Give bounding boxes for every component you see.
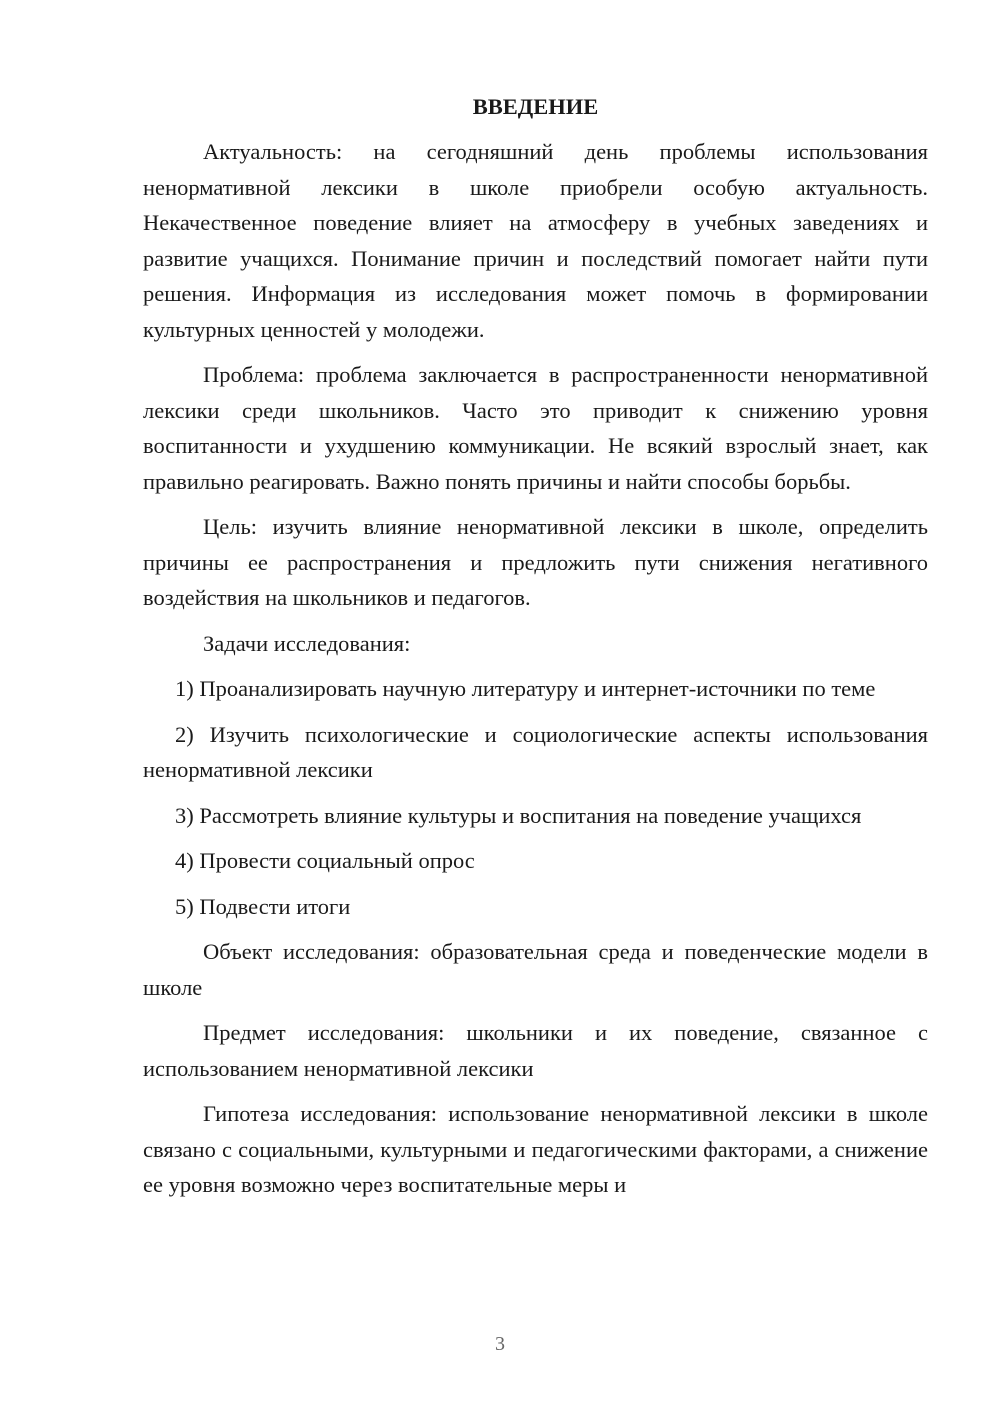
section-title: ВВЕДЕНИЕ <box>472 94 599 119</box>
paragraph-goal: Цель: изучить влияние ненормативной лексики в школе, определить причины ее распространения и предложить пути снижения негативного воздействия на школьников и педагогов. <box>143 514 928 610</box>
paragraph-hypothesis: Гипотеза исследования: использование ненормативной лексики в школе связано с социальными, культурными и педагогическими факторами, а снижение ее уровня возможно через воспитательные меры и <box>143 1101 928 1197</box>
page-number: 3 <box>495 1333 505 1355</box>
task-item: 5) Подвести итоги <box>175 893 351 919</box>
paragraph-problem: Проблема: проблема заключается в распространенности ненормативной лексики среди школьников. Часто это приводит к снижению уровня воспитанности и ухудшению коммуникации. Не всякий взрослый знает, как правильно реагировать. Важно понять причины и найти способы борьбы. <box>143 362 928 494</box>
paragraph-object: Объект исследования: образовательная среда и поведенческие модели в школе <box>143 939 928 1000</box>
paragraph-tasks-heading: Задачи исследования: <box>203 630 411 656</box>
task-item: 4) Провести социальный опрос <box>175 848 475 873</box>
task-item: 2) Изучить психологические и социологические аспекты использования ненормативной лексики <box>143 721 928 782</box>
task-item: 1) Проанализировать научную литературу и интернет-источники по теме <box>175 676 876 701</box>
page-content <box>143 92 928 1213</box>
paragraph-relevance: Актуальность: на сегодняшний день проблемы использования ненормативной лексики в школе приобрели особую актуальность. Некачественное поведение влияет на атмосферу в учебных заведениях и развитие учащихся. Понимание причин и последствий помогает найти пути решения. Информация из исследования может помочь в формировании культурных ценностей у молодежи. <box>143 139 928 342</box>
task-item: 3) Рассмотреть влияние культуры и воспитания на поведение учащихся <box>175 802 862 828</box>
paragraph-subject: Предмет исследования: школьники и их поведение, связанное с использованием ненормативной лексики <box>143 1020 928 1081</box>
